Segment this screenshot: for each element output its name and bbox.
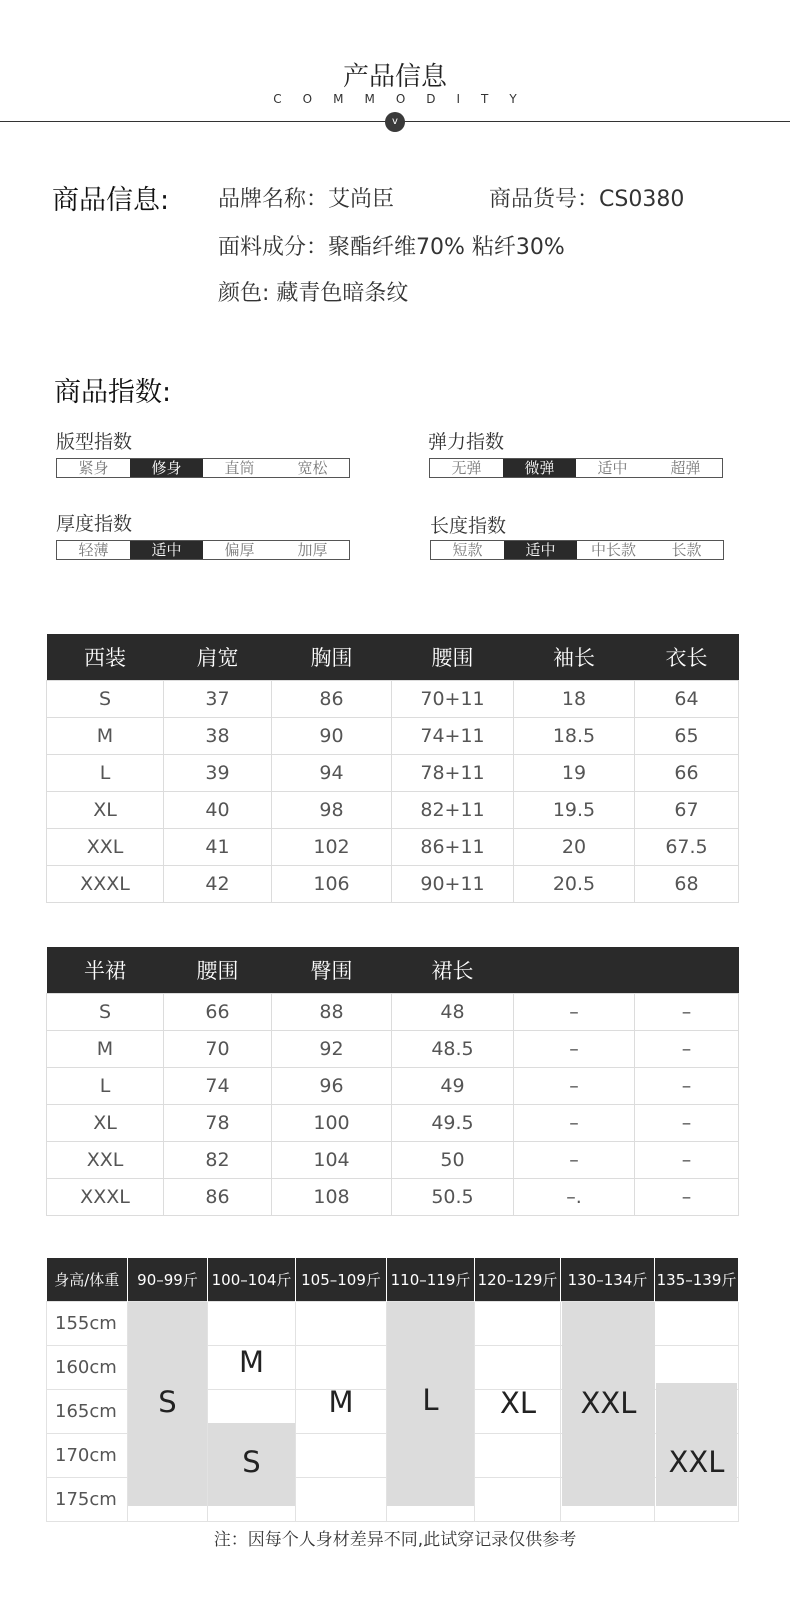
table-cell: 49.5 [392,1105,514,1142]
table-cell: 37 [164,681,272,718]
table-cell: L [47,755,164,792]
table-header-cell [635,947,739,994]
table-cell: – [635,1105,739,1142]
color-info: 颜色: 藏青色暗条纹 [218,281,409,306]
table-cell: – [635,994,739,1031]
index-option: 偏厚 [224,541,255,559]
weight-header: 110–119斤 [387,1258,475,1302]
table-cell: 42 [164,866,272,903]
table-cell: 98 [272,792,392,829]
table-cell: L [47,1068,164,1105]
fabric-composition: 面料成分：聚酯纤维70% 粘纤30% [218,235,565,260]
table-row [47,829,739,866]
index-option-selected: 适中 [130,541,203,559]
fit-size-label: L [422,1383,439,1417]
table-cell: – [514,1068,635,1105]
table-header-cell: 半裙 [47,947,164,994]
table-row [47,792,739,829]
table-cell: – [635,1179,739,1216]
table-cell: 70 [164,1031,272,1068]
table-header-cell [514,947,635,994]
table-cell: 20.5 [514,866,635,903]
table-cell: 82 [164,1142,272,1179]
fit-size-label: S [158,1385,177,1419]
table-cell: XXL [47,829,164,866]
elasticity-index-bar [429,458,723,478]
length-index-bar [430,540,724,560]
table-cell: – [514,1105,635,1142]
table-row [47,755,739,792]
table-cell: XXXL [47,1179,164,1216]
height-label: 175cm [47,1478,128,1522]
table-cell: 67 [635,792,739,829]
weight-header: 90–99斤 [128,1258,208,1302]
table-header-cell: 腰围 [164,947,272,994]
fit-size-label: XXL [668,1445,725,1479]
table-cell: 90 [272,718,392,755]
index-option: 中长款 [590,541,636,559]
index-option: 短款 [452,541,483,559]
table-header-cell: 臀围 [272,947,392,994]
table-header-row [47,1258,739,1302]
footnote: 注：因每个人身材差异不同,此试穿记录仅供参考 [213,1530,577,1550]
fit-size-label: M [238,1345,265,1379]
index-option-selected: 修身 [130,459,203,477]
table-row [47,681,739,718]
table-cell: 82+11 [392,792,514,829]
table-row [47,994,739,1031]
table-cell: – [635,1068,739,1105]
table-cell: 94 [272,755,392,792]
table-cell: M [47,718,164,755]
table-header-cell: 衣长 [635,634,739,681]
product-info-heading: 商品信息: [52,185,170,216]
table-cell: M [47,1031,164,1068]
weight-header: 100–104斤 [208,1258,296,1302]
weight-header: 130–134斤 [561,1258,655,1302]
table-cell: 100 [272,1105,392,1142]
thickness-index-bar [56,540,350,560]
table-cell: 88 [272,994,392,1031]
weight-header: 135–139斤 [655,1258,739,1302]
table-cell: – [635,1031,739,1068]
table-cell: 104 [272,1142,392,1179]
fit-index-label: 版型指数 [56,431,133,453]
skirt-size-table [46,947,739,1216]
table-cell: 39 [164,755,272,792]
table-row [47,1105,739,1142]
suit-size-table [46,634,739,903]
item-number: 商品货号：CS0380 [489,187,685,212]
table-row [47,866,739,903]
table-cell: 19 [514,755,635,792]
index-option: 宽松 [297,459,328,477]
weight-header: 120–129斤 [475,1258,561,1302]
table-row [47,1068,739,1105]
table-cell: 108 [272,1179,392,1216]
fit-corner-header: 身高/体重 [47,1258,128,1302]
table-cell: XL [47,792,164,829]
table-cell: 48.5 [392,1031,514,1068]
table-cell: – [514,1031,635,1068]
table-cell: 106 [272,866,392,903]
fit-size-label: S [242,1445,261,1479]
height-label: 155cm [47,1302,128,1346]
length-index-label: 长度指数 [430,515,507,537]
height-label: 165cm [47,1390,128,1434]
page-subtitle: COMMODITY [273,92,538,106]
index-option: 紧身 [78,459,109,477]
table-cell: S [47,994,164,1031]
chevron-down-icon: v [385,112,405,132]
table-cell: 74 [164,1068,272,1105]
table-cell: 96 [272,1068,392,1105]
table-cell: 49 [392,1068,514,1105]
table-cell: S [47,681,164,718]
table-header-cell: 腰围 [392,634,514,681]
table-cell: 50.5 [392,1179,514,1216]
table-cell: 68 [635,866,739,903]
table-header-cell: 袖长 [514,634,635,681]
fit-index-bar [56,458,350,478]
table-cell: 66 [164,994,272,1031]
table-cell: – [514,1142,635,1179]
table-header-cell: 胸围 [272,634,392,681]
table-cell: 18 [514,681,635,718]
fit-size-label: XXL [580,1386,637,1420]
table-row [47,1031,739,1068]
table-header-row [47,634,739,681]
table-cell: 20 [514,829,635,866]
page-title: 产品信息 [342,62,447,92]
table-row [47,718,739,755]
table-cell: 78+11 [392,755,514,792]
table-cell: 19.5 [514,792,635,829]
table-cell: 90+11 [392,866,514,903]
index-option: 加厚 [297,541,328,559]
table-cell: 66 [635,755,739,792]
table-cell: 18.5 [514,718,635,755]
table-header-cell: 西装 [47,634,164,681]
table-header-row [47,947,739,994]
indices-heading: 商品指数: [54,377,172,408]
fit-size-label: M [328,1385,354,1419]
index-option: 长款 [671,541,702,559]
table-cell: 67.5 [635,829,739,866]
table-cell: 65 [635,718,739,755]
table-cell: 48 [392,994,514,1031]
table-cell: XXL [47,1142,164,1179]
index-option-selected: 适中 [504,541,577,559]
table-cell: XL [47,1105,164,1142]
index-option: 适中 [597,459,628,477]
table-cell: 74+11 [392,718,514,755]
table-cell: 64 [635,681,739,718]
table-cell: 41 [164,829,272,866]
table-cell: – [635,1142,739,1179]
table-cell: 102 [272,829,392,866]
table-cell: –. [514,1179,635,1216]
index-option: 无弹 [451,459,482,477]
table-cell: 86 [164,1179,272,1216]
table-cell: 50 [392,1142,514,1179]
table-cell: 92 [272,1031,392,1068]
table-cell: XXXL [47,866,164,903]
index-option: 轻薄 [78,541,109,559]
table-cell: – [514,994,635,1031]
thickness-index-label: 厚度指数 [56,513,133,535]
index-option-selected: 微弹 [503,459,576,477]
height-label: 170cm [47,1434,128,1478]
table-cell: 78 [164,1105,272,1142]
table-cell: 70+11 [392,681,514,718]
table-row [47,1179,739,1216]
weight-header: 105–109斤 [296,1258,387,1302]
table-cell: 86 [272,681,392,718]
elasticity-index-label: 弹力指数 [428,431,505,453]
table-row [47,1142,739,1179]
table-cell: 38 [164,718,272,755]
table-header-cell: 裙长 [392,947,514,994]
table-cell: 40 [164,792,272,829]
index-option: 超弹 [670,459,701,477]
height-label: 160cm [47,1346,128,1390]
table-cell: 86+11 [392,829,514,866]
fit-size-label: XL [499,1386,537,1420]
table-header-cell: 肩宽 [164,634,272,681]
brand-name: 品牌名称：艾尚臣 [218,187,395,212]
index-option: 直筒 [224,459,255,477]
